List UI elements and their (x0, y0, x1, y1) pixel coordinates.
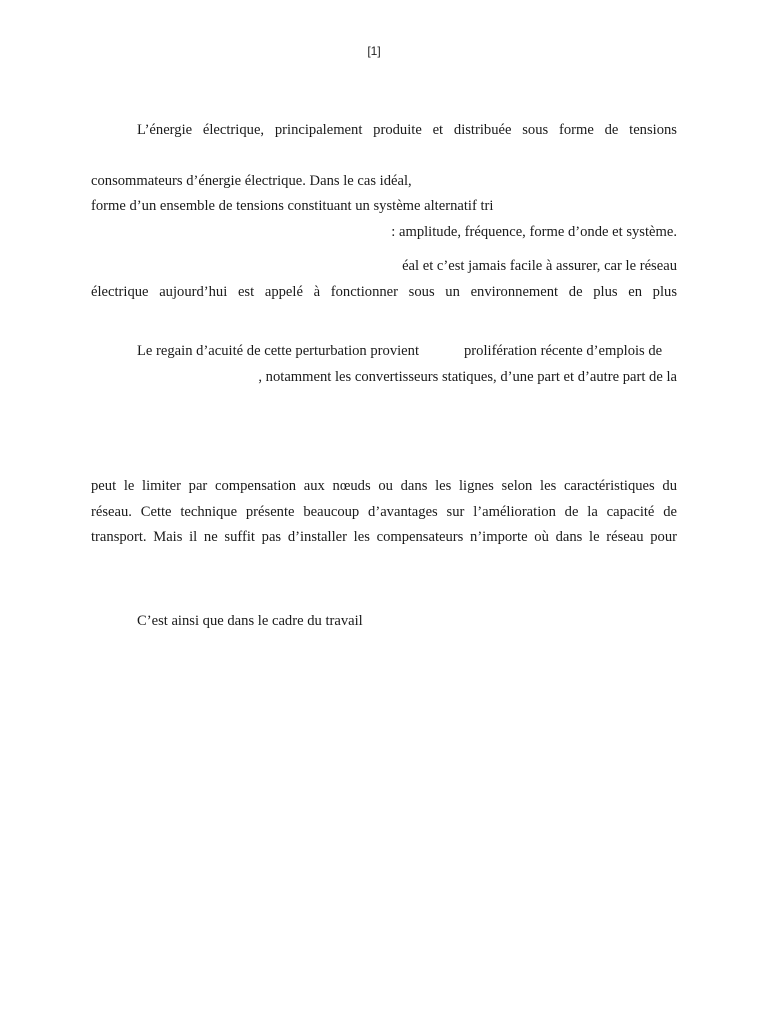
paragraph-1-line-1: L’énergie électrique, principalement produite et distribuée sous forme de tensions (137, 122, 677, 138)
paragraph-2-line-1-end: prolifération récente d’emplois de (464, 343, 663, 359)
paragraph-3-line-1: peut le limiter par compensation aux nœuds ou dans les lignes selon les caractéristiques du (91, 478, 677, 494)
paragraph-1-line-3: forme d’un ensemble de tensions constituant un système alternatif tri (91, 198, 494, 214)
paragraph-1-line-2: consommateurs d’énergie électrique. Dans le cas idéal, (91, 173, 412, 189)
paragraph-1-line-6: électrique aujourd’hui est appelé à fonctionner sous un environnement de plus en plus (91, 284, 677, 300)
paragraph-2-line-1-start: Le regain d’acuité de cette perturbation provient (137, 343, 420, 359)
page-number: [1] (367, 44, 381, 58)
paragraph-3-line-3: transport. Mais il ne suffit pas d’installer les compensateurs n’importe où dans le réseau pour (91, 529, 677, 545)
paragraph-4-line-1: C’est ainsi que dans le cadre du travail (137, 613, 363, 629)
paragraph-3-line-2: réseau. Cette technique présente beaucoup d’avantages sur l’amélioration de la capacité de (91, 504, 677, 520)
paragraph-1-line-5: éal et c’est jamais facile à assurer, car le réseau (402, 258, 677, 274)
paragraph-2-line-2: , notamment les convertisseurs statiques, d’une part et d’autre part de la (258, 369, 677, 385)
paragraph-1-line-4: : amplitude, fréquence, forme d’onde et système. (391, 224, 677, 240)
